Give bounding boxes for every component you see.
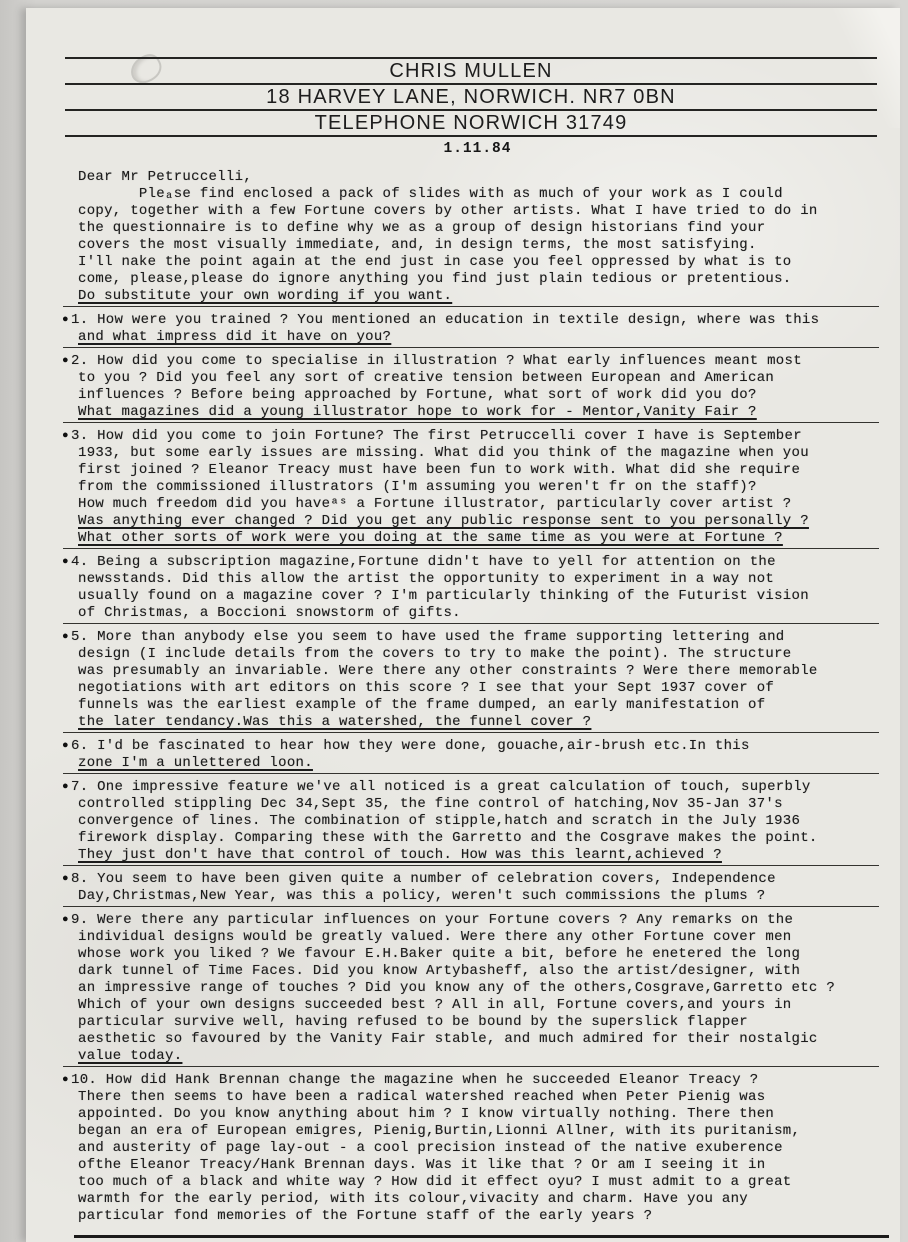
letter-line: of Christmas, a Boccioni snowstorm of gifts.: [78, 605, 461, 621]
letter-line: the questionnaire is to define why we as a group of design historians find your: [78, 220, 766, 236]
letter-line: particular fond memories of the Fortune staff of the early years ?: [78, 1208, 653, 1224]
question-4: [62, 554, 877, 624]
letter-line: 10. How did Hank Brennan change the magazine when he succeeded Eleanor Treacy ?: [71, 1072, 759, 1088]
letter-line: I'll nake the point again at the end just in case you feel oppressed by what is to: [78, 254, 792, 270]
letter-line: 1933, but some early issues are missing. What did you think of the magazine when you: [78, 445, 809, 461]
letter-line: What magazines did a young illustrator hope to work for - Mentor,Vanity Fair ?: [78, 404, 757, 420]
letter-line: There then seems to have been a radical watershed reached when Peter Pienig was: [78, 1089, 766, 1105]
letter-line: convergence of lines. The combination of stipple,hatch and scratch in the July 1936: [78, 813, 801, 829]
letter-line: funnels was the earliest example of the frame dumped, an early manifestation of: [78, 697, 766, 713]
letter-line: zone I'm a unlettered loon.: [78, 755, 313, 771]
question-8: [62, 871, 877, 907]
bullet-icon: ●: [62, 914, 69, 926]
letter-line: 9. Were there any particular influences on your Fortune covers ? Any remarks on the: [71, 912, 794, 928]
letter-line: and austerity of page lay-out - a cool precision instead of the native exuberence: [78, 1140, 783, 1156]
letter-body: [62, 169, 877, 1225]
letter-line: warmth for the early period, with its colour,vivacity and charm. Have you any: [78, 1191, 749, 1207]
letter-line: negotiations with art editors on this score ? I see that your Sept 1937 cover of: [78, 680, 775, 696]
letter-line: an impressive range of touches ? Did you know any of the others,Cosgrave,Garretto etc ?: [78, 980, 836, 996]
letter-line: to you ? Did you feel any sort of creative tension between European and American: [78, 370, 775, 386]
letter-line: Pleₐse find enclosed a pack of slides with as much of your work as I could: [78, 186, 783, 202]
letter-line: 1. How were you trained ? You mentioned an education in textile design, where was this: [71, 312, 820, 328]
letterhead-rule: [65, 135, 877, 137]
letter-line: began an era of European emigres, Pienig,Burtin,Lionni Allner, with its puritanism,: [78, 1123, 801, 1139]
letter-line: covers the most visually immediate, and, in design terms, the most satisfying.: [78, 237, 757, 253]
letter-line: controlled stippling Dec 34,Sept 35, the fine control of hatching,Nov 35-Jan 37's: [78, 796, 783, 812]
letterhead-telephone: TELEPHONE NORWICH 31749: [314, 112, 628, 134]
question-1: [62, 312, 877, 348]
letter-line: 6. I'd be fascinated to hear how they were done, gouache,air-brush etc.In this: [71, 738, 750, 754]
letter-line: copy, together with a few Fortune covers by other artists. What I have tried to do in: [78, 203, 818, 219]
bullet-icon: ●: [62, 430, 69, 442]
letter-line: was presumably an invariable. Were there any other constraints ? Were there memorable: [78, 663, 818, 679]
letter-paper: [26, 8, 900, 1242]
letter-line: Was anything ever changed ? Did you get any public response sent to you personally ?: [78, 513, 809, 529]
question-7: [62, 779, 877, 866]
letter-line: 5. More than anybody else you seem to have used the frame supporting lettering and: [71, 629, 785, 645]
intro-paragraph: [78, 169, 877, 307]
bullet-icon: ●: [62, 1074, 69, 1086]
question-6: [62, 738, 877, 774]
letter-line: 8. You seem to have been given quite a number of celebration covers, Independence: [71, 871, 776, 887]
letterhead-address: 18 HARVEY LANE, NORWICH. NR7 0BN: [266, 86, 676, 108]
bullet-icon: ●: [62, 781, 69, 793]
letter-date: 1.11.84: [443, 141, 512, 157]
letter-line: dark tunnel of Time Faces. Did you know Artybasheff, also the artist/designer, with: [78, 963, 801, 979]
letter-line: ofthe Eleanor Treacy/Hank Brennan days. Was it like that ? Or am I seeing it in: [78, 1157, 766, 1173]
letter-line: aesthetic so favoured by the Vanity Fair stable, and much admired for their nostalgic: [78, 1031, 818, 1047]
letter-line: appointed. Do you know anything about him ? I know virtually nothing. There then: [78, 1106, 775, 1122]
letter-line: What other sorts of work were you doing at the same time as you were at Fortune ?: [78, 530, 783, 546]
letter-line: Which of your own designs succeeded best ? All in all, Fortune covers,and yours in: [78, 997, 792, 1013]
letter-line: particular survive well, having refused to be bound by the superslick flapper: [78, 1014, 749, 1030]
bullet-icon: ●: [62, 556, 69, 568]
letter-line: usually found on a magazine cover ? I'm particularly thinking of the Futurist vision: [78, 588, 809, 604]
question-9: [62, 912, 877, 1067]
letter-line: and what impress did it have on you?: [78, 329, 392, 345]
letter-line: 7. One impressive feature we've all noticed is a great calculation of touch, superbly: [71, 779, 811, 795]
letter-line: Day,Christmas,New Year, was this a policy, weren't such commissions the plums ?: [78, 888, 766, 904]
letter-line: 3. How did you come to join Fortune? The first Petruccelli cover I have is September: [71, 428, 802, 444]
letter-line: influences ? Before being approached by Fortune, what sort of work did you do?: [78, 387, 757, 403]
letterhead-name: CHRIS MULLEN: [389, 60, 553, 82]
letter-line: newsstands. Did this allow the artist the opportunity to experiment in a way not: [78, 571, 775, 587]
letter-line: from the commissioned illustrators (I'm assuming you weren't fr on the staff)?: [78, 479, 757, 495]
bullet-icon: ●: [62, 314, 69, 326]
letter-line: value today.: [78, 1048, 183, 1064]
bullet-icon: ●: [62, 873, 69, 885]
letter-content: [62, 8, 877, 1238]
letter-line: first joined ? Eleanor Treacy must have been fun to work with. What did she require: [78, 462, 801, 478]
letter-line: How much freedom did you haveᵃˢ a Fortune illustrator, particularly cover artist ?: [78, 496, 792, 512]
question-2: [62, 353, 877, 423]
bottom-rule: [74, 1235, 889, 1238]
letter-line: come, please,please do ignore anything you find just plain tedious or pretentious.: [78, 271, 792, 287]
letter-line: Dear Mr Petruccelli,: [78, 169, 253, 185]
letter-line: 2. How did you come to specialise in illustration ? What early influences meant most: [71, 353, 802, 369]
letter-line: individual designs would be greatly valued. Were there any other Fortune cover men: [78, 929, 792, 945]
bullet-icon: ●: [62, 355, 69, 367]
letter-line: 4. Being a subscription magazine,Fortune didn't have to yell for attention on the: [71, 554, 776, 570]
letter-line: firework display. Comparing these with the Garretto and the Cosgrave makes the point.: [78, 830, 818, 846]
letter-line: design (I include details from the covers to try to make the point). The structure: [78, 646, 792, 662]
letter-line: too much of a black and white way ? How did it effect oyu? I must admit to a great: [78, 1174, 792, 1190]
letter-line: whose work you liked ? We favour E.H.Baker quite a bit, before he enetered the long: [78, 946, 801, 962]
letter-line: They just don't have that control of touch. How was this learnt,achieved ?: [78, 847, 722, 863]
letterhead: [65, 57, 877, 137]
bullet-icon: ●: [62, 631, 69, 643]
question-10: [62, 1072, 877, 1225]
bullet-icon: ●: [62, 740, 69, 752]
letter-line: the later tendancy.Was this a watershed, the funnel cover ?: [78, 714, 592, 730]
question-3: [62, 428, 877, 549]
letter-line: Do substitute your own wording if you want.: [78, 288, 453, 304]
question-5: [62, 629, 877, 733]
